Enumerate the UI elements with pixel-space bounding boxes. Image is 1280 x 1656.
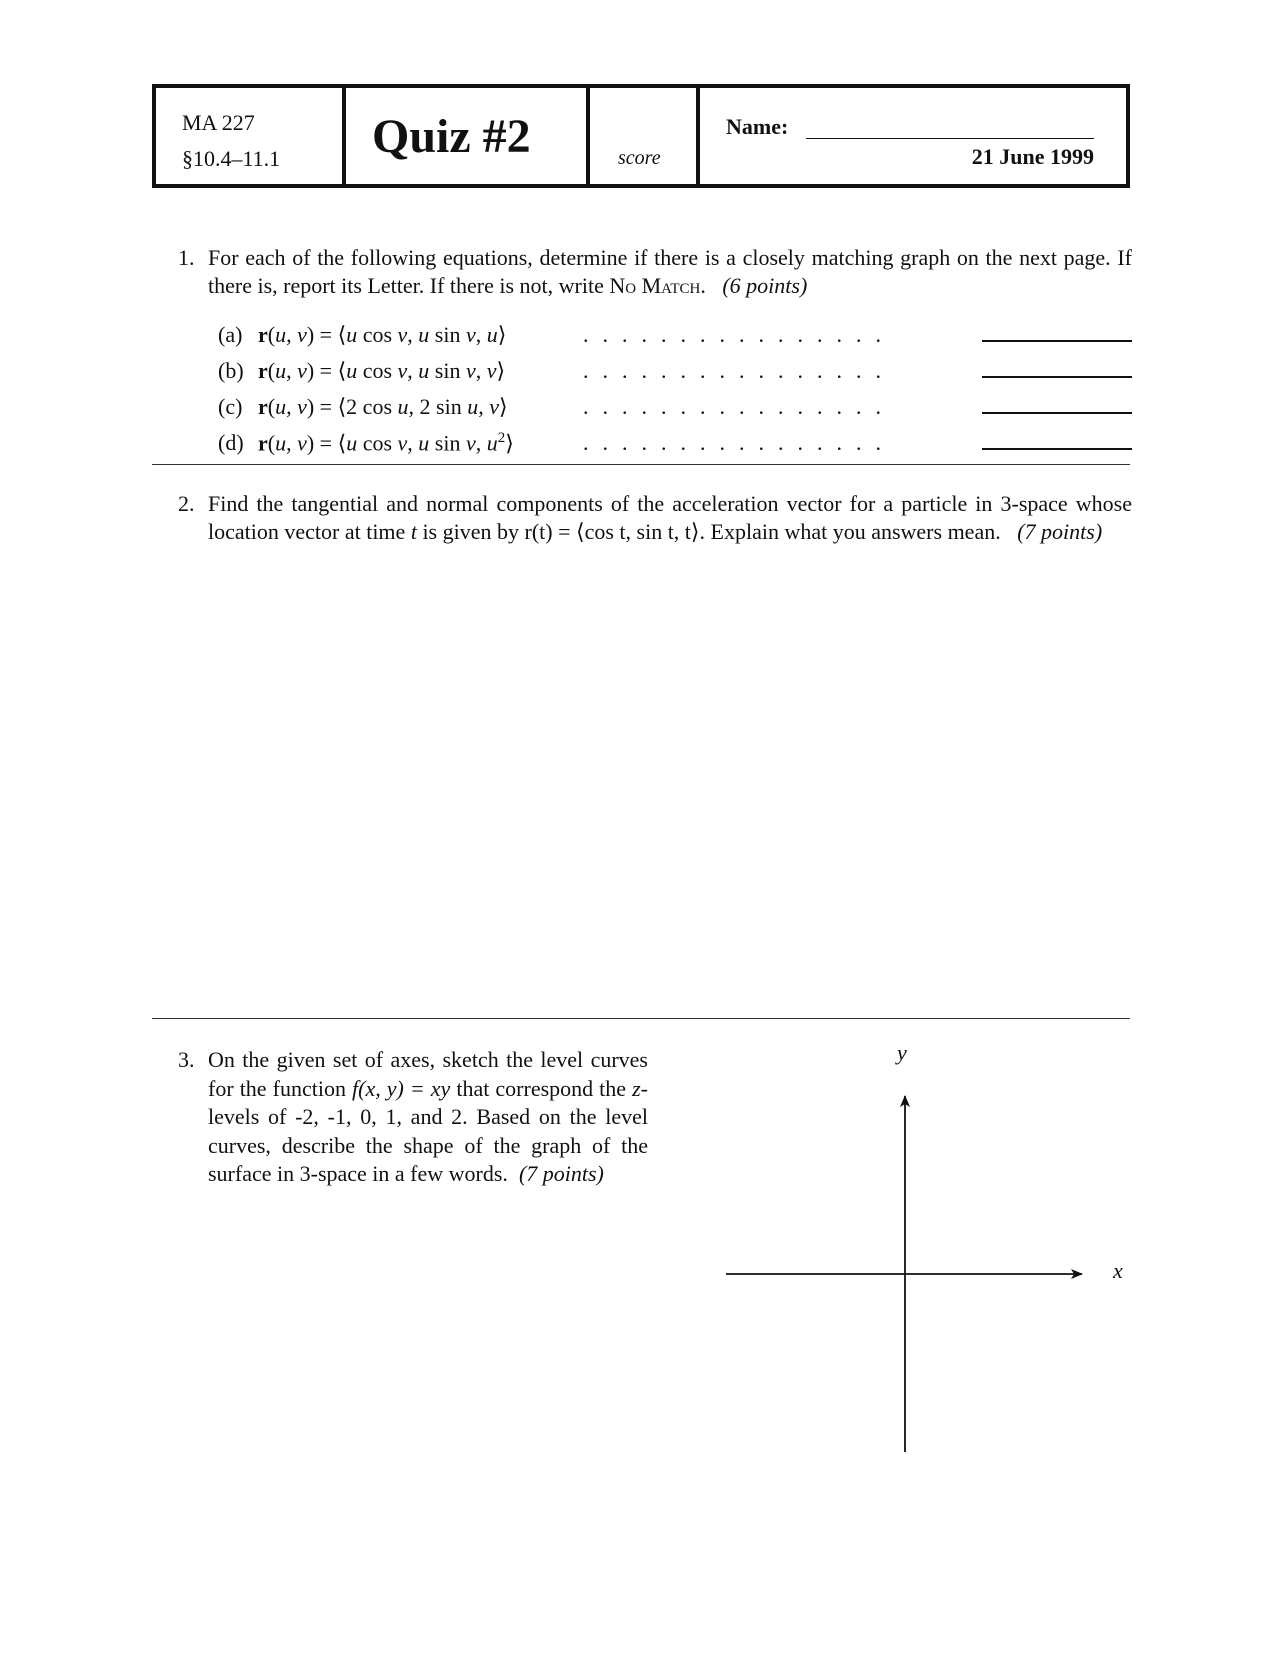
list-item xyxy=(218,430,1132,466)
question-text xyxy=(208,490,1132,546)
question-number: 1. xyxy=(178,245,195,270)
q3-text-c: -levels of -2, -1, 0, 1, and 2. Based on the level curves, describe the shape of the graph of the surface in 3-space in a few words. xyxy=(208,1075,648,1186)
question-1 xyxy=(178,244,1132,300)
leader-dots: ................ xyxy=(583,430,895,455)
position-vector: r(t) = ⟨cos t, sin t, t⟩ xyxy=(524,519,700,544)
q3-text-a: On the given set of axes, sketch the level curves for the function xyxy=(208,1047,648,1101)
divider xyxy=(152,464,1130,465)
q2-text-b: is given by xyxy=(416,519,525,544)
equation: r(u, v) = ⟨u cos v, u sin v, v⟩ xyxy=(258,358,506,383)
name-field[interactable] xyxy=(806,138,1094,139)
list-item xyxy=(218,358,1132,394)
question-number: 3. xyxy=(178,1047,195,1072)
quiz-date: 21 June 1999 xyxy=(971,144,1094,169)
x-axis-label: x xyxy=(1113,1258,1123,1283)
leader-dots: ................ xyxy=(583,322,895,347)
q1-text: For each of the following equations, determine if there is a closely matching graph on the next page. If there is, report its Letter. If there is not, write xyxy=(208,245,1132,298)
item-label: (a) xyxy=(218,322,243,347)
no-match-term: No Match. xyxy=(609,273,706,298)
quiz-header xyxy=(152,84,1130,188)
quiz-title: Quiz #2 xyxy=(372,109,531,163)
divider xyxy=(152,1018,1130,1019)
var-t: t xyxy=(410,519,417,544)
title-cell xyxy=(342,88,586,184)
q2-text-a: Find the tangential and normal components of the acceleration vector for a particle in 3-space whose location vector at time xyxy=(208,491,1132,544)
q2-text-c: . Explain what you answers mean. xyxy=(699,519,1001,544)
q1-items xyxy=(218,322,1132,466)
equation: r(u, v) = ⟨2 cos u, 2 sin u, v⟩ xyxy=(258,394,508,419)
score-cell[interactable] xyxy=(586,88,696,184)
question-number: 2. xyxy=(178,491,195,516)
item-label: (d) xyxy=(218,430,244,455)
name-label: Name: xyxy=(726,114,789,139)
course-sections: §10.4–11.1 xyxy=(182,146,281,171)
question-2 xyxy=(178,490,1132,546)
var-z: z xyxy=(632,1075,641,1101)
coordinate-axes[interactable] xyxy=(700,1030,1160,1460)
function-expression: f(x, y) = xy xyxy=(352,1075,451,1101)
y-axis-label: y xyxy=(897,1040,907,1065)
question-text xyxy=(208,1046,648,1189)
name-date-cell xyxy=(696,88,1126,184)
points: (6 points) xyxy=(722,273,808,298)
question-3 xyxy=(178,1046,648,1189)
item-label: (b) xyxy=(218,358,244,383)
equation: r(u, v) = ⟨u cos v, u sin v, $u^2⟩$ xyxy=(258,430,514,456)
points: (7 points) xyxy=(1017,519,1103,544)
leader-dots: ................ xyxy=(583,358,895,383)
course-code: MA 227 xyxy=(182,110,255,135)
question-text xyxy=(208,244,1132,300)
item-label: (c) xyxy=(218,394,243,419)
equation: r(u, v) = ⟨u cos v, u sin v, u⟩ xyxy=(258,322,507,347)
answer-blank[interactable] xyxy=(982,448,1132,450)
answer-blank[interactable] xyxy=(982,412,1132,414)
list-item xyxy=(218,322,1132,358)
q3-text-b: that correspond the xyxy=(450,1075,633,1101)
score-label: score xyxy=(618,147,661,169)
leader-dots: ................ xyxy=(583,394,895,419)
list-item xyxy=(218,394,1132,430)
answer-blank[interactable] xyxy=(982,376,1132,378)
points: (7 points) xyxy=(518,1161,604,1186)
course-cell xyxy=(156,88,342,184)
axes-svg xyxy=(700,1030,1160,1460)
answer-blank[interactable] xyxy=(982,340,1132,342)
